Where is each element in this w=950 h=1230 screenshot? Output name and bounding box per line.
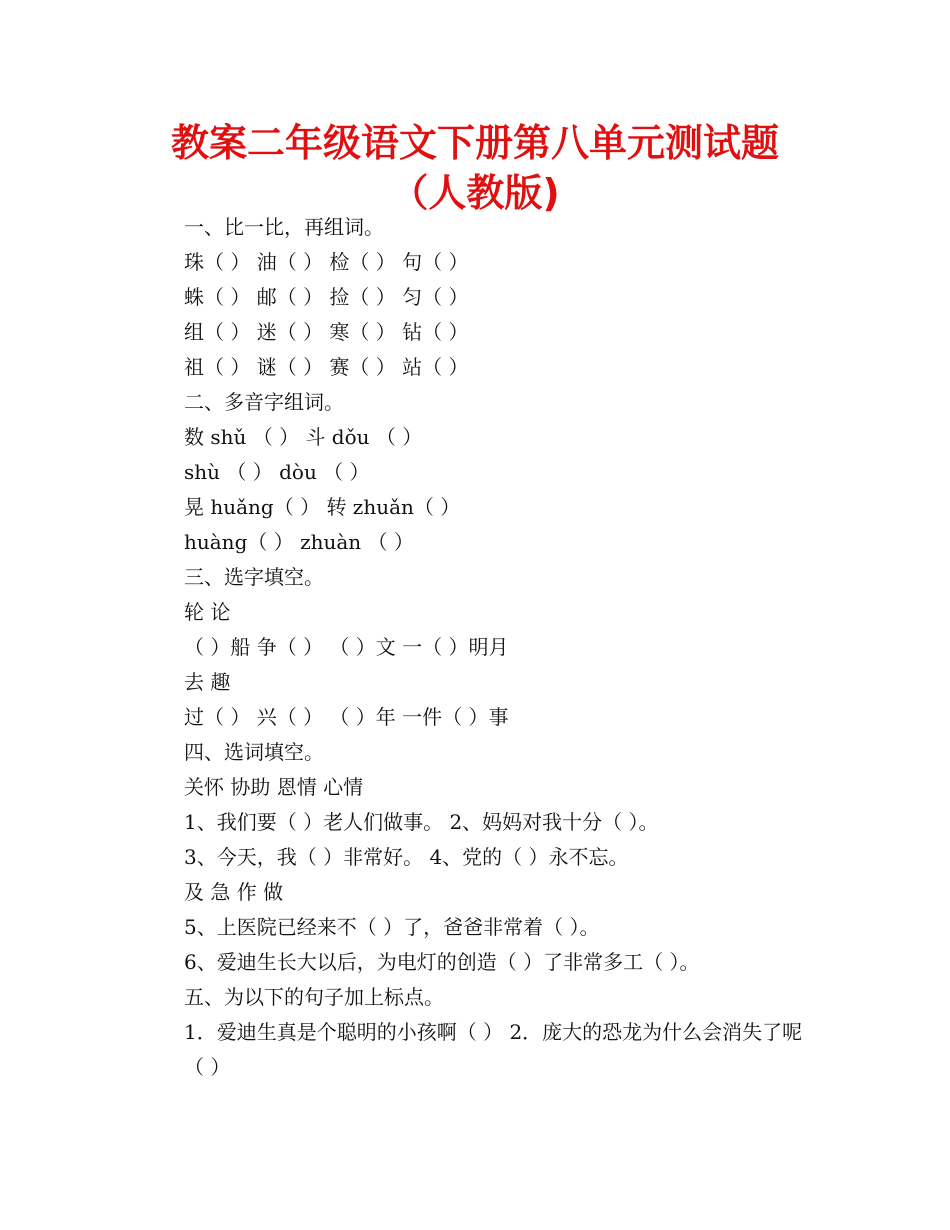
text-line: 关怀 协助 恩情 心情 [184,775,364,799]
section-heading-3: 三、选字填空。 [184,565,324,589]
section-heading-2: 二、多音字组词。 [184,390,344,414]
text-line: （ ）船 争（ ） （ ）文 一（ ）明月 [184,635,509,659]
text-line: 蛛（ ） 邮（ ） 捡（ ） 匀（ ） [184,285,469,309]
text-line: 数 shǔ （ ） 斗 dǒu （ ） [184,425,423,449]
document-title: 教案二年级语文下册第八单元测试题（人教版) [170,121,779,215]
text-line: 轮 论 [184,600,231,624]
document-body [140,210,820,1085]
section-heading-1: 一、比一比，再组词。 [184,215,384,239]
text-line: 及 急 作 做 [184,880,284,904]
section-heading-5: 五、为以下的句子加上标点。 [184,985,444,1009]
section-heading-4: 四、选词填空。 [184,740,324,764]
text-paragraph: 1．爱迪生真是个聪明的小孩啊（ ） 2．庞大的恐龙为什么会消失了呢（ ） [184,1020,803,1079]
text-line: 过（ ） 兴（ ） （ ）年 一件（ ）事 [184,705,509,729]
text-line: 3、今天，我（ ）非常好。 4、党的（ ）永不忘。 [184,845,629,869]
text-line: 组（ ） 迷（ ） 寒（ ） 钻（ ） [184,320,469,344]
text-line: 晃 huǎng（ ） 转 zhuǎn（ ） [184,495,461,519]
text-line: 祖（ ） 谜（ ） 赛（ ） 站（ ） [184,355,469,379]
text-line: huàng（ ） zhuàn （ ） [184,530,414,554]
text-line: shù （ ） dòu （ ） [184,460,370,484]
text-line: 6、爱迪生长大以后，为电灯的创造（ ）了非常多工（ ）。 [184,950,700,974]
text-line: 去 趣 [184,670,231,694]
text-line: 5、上医院已经来不（ ）了，爸爸非常着（ ）。 [184,915,600,939]
text-line: 珠（ ） 油（ ） 检（ ） 句（ ） [184,250,469,274]
text-line: 1、我们要（ ）老人们做事。 2、妈妈对我十分（ ）。 [184,810,659,834]
